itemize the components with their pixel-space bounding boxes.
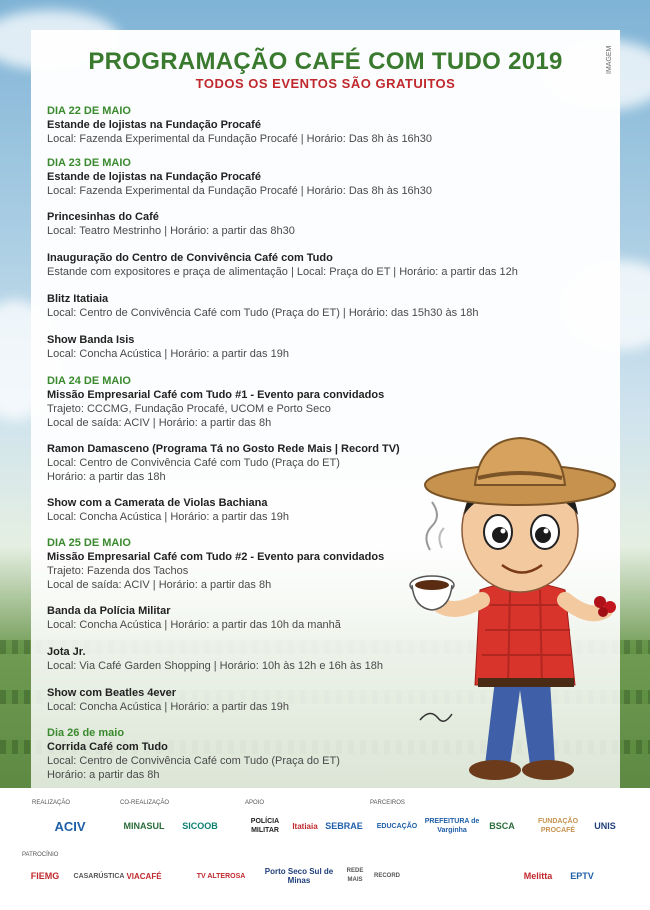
event-day: DIA 22 DE MAIO — [47, 105, 131, 117]
event-item — [47, 374, 607, 430]
event-item — [47, 292, 607, 320]
page-subtitle: TODOS OS EVENTOS SÃO GRATUITOS — [195, 76, 456, 91]
logo-melitta: Melitta — [523, 870, 553, 881]
event-day: DIA 23 DE MAIO — [47, 157, 131, 169]
event-name: Princesinhas do Café — [47, 211, 159, 223]
logo-sebrae: SEBRAE — [325, 820, 363, 831]
label-parceiros: PARCEIROS — [370, 800, 405, 806]
event-detail: Local: Centro de Convivência Café com Tudo (Praça do ET) — [47, 755, 340, 767]
logo-eptv: EPTV — [570, 870, 594, 881]
event-name: Missão Empresarial Café com Tudo #1 - Evento para convidados — [47, 389, 385, 401]
label-apoio: APOIO — [245, 800, 265, 806]
logo-itatiaia: Itatiaia — [292, 821, 318, 831]
event-item — [47, 156, 607, 198]
event-name: Corrida Café com Tudo — [47, 741, 168, 753]
logo-porto-seco: Porto Seco Sul de Minas — [264, 867, 334, 885]
page-title: PROGRAMAÇÃO CAFÉ COM TUDO 2019 — [88, 48, 563, 75]
event-name: Show com Beatles 4ever — [47, 687, 177, 699]
logo-prefeitura-varginha: PREFEITURA de Varginha — [424, 818, 480, 834]
event-item — [47, 251, 607, 279]
label-corealizacao: CO-REALIZAÇÃO — [120, 800, 170, 806]
event-name: Jota Jr. — [47, 646, 86, 658]
logo-casarustica: CASARÚSTICA — [73, 872, 125, 880]
event-name: Show Banda Isis — [47, 334, 135, 346]
event-detail: Local de saída: ACIV | Horário: a partir das 8h — [47, 417, 272, 429]
logo-policia-militar: POLÍCIA MILITAR — [250, 818, 280, 834]
sponsors-footer — [0, 788, 650, 910]
event-name: Banda da Polícia Militar — [47, 605, 171, 617]
logo-bsca: BSCA — [489, 820, 515, 831]
event-item — [47, 104, 607, 146]
event-name: Estande de lojistas na Fundação Procafé — [47, 119, 261, 131]
logo-aciv: ACIV — [54, 818, 86, 834]
event-detail: Local: Via Café Garden Shopping | Horário: 10h às 12h e 16h às 18h — [47, 660, 383, 672]
event-detail: Trajeto: CCCMG, Fundação Procafé, UCOM e Porto Seco — [47, 403, 331, 415]
event-detail: Local: Centro de Convivência Café com Tudo (Praça do ET) | Horário: das 15h30 às 18h — [47, 307, 479, 319]
event-detail: Horário: a partir das 18h — [47, 471, 166, 483]
event-name: Missão Empresarial Café com Tudo #2 - Evento para convidados — [47, 551, 385, 563]
event-item — [47, 333, 607, 361]
event-day: Dia 26 de maio — [47, 727, 125, 739]
event-detail: Local: Centro de Convivência Café com Tudo (Praça do ET) — [47, 457, 340, 469]
label-realizacao: REALIZAÇÃO — [32, 800, 71, 806]
imagem-tag: IMAGEM — [606, 45, 613, 74]
event-name: Ramon Damasceno (Programa Tá no Gosto Rede Mais | Record TV) — [47, 443, 400, 455]
event-detail: Horário: a partir das 8h — [47, 769, 160, 781]
event-detail: Local: Teatro Mestrinho | Horário: a partir das 8h30 — [47, 225, 295, 237]
label-patrocinio: PATROCÍNIO — [22, 852, 59, 858]
event-detail: Local: Concha Acústica | Horário: a partir das 19h — [47, 348, 289, 360]
logo-rede-mais: REDE MAIS — [346, 868, 364, 883]
event-detail: Local de saída: ACIV | Horário: a partir das 8h — [47, 579, 272, 591]
event-day: DIA 24 DE MAIO — [47, 375, 131, 387]
logo-sicoob: SICOOB — [182, 820, 218, 831]
event-detail: Local: Fazenda Experimental da Fundação Procafé | Horário: Das 8h às 16h30 — [47, 133, 433, 145]
event-detail: Local: Concha Acústica | Horário: a partir das 19h — [47, 701, 289, 713]
logo-fiemg: FIEMG — [30, 870, 60, 881]
logo-unis: UNIS — [594, 820, 616, 831]
event-day: DIA 25 DE MAIO — [47, 537, 131, 549]
event-detail: Trajeto: Fazenda dos Tachos — [47, 565, 189, 577]
event-detail: Local: Fazenda Experimental da Fundação Procafé | Horário: Das 8h às 16h30 — [47, 185, 433, 197]
logo-viacafe: VIACAFÉ — [126, 871, 162, 881]
event-detail: Local: Concha Acústica | Horário: a partir das 19h — [47, 511, 289, 523]
event-name: Inauguração do Centro de Convivência Café com Tudo — [47, 252, 333, 264]
logo-record: RECORD — [373, 872, 400, 879]
event-name: Show com a Camerata de Violas Bachiana — [47, 497, 268, 509]
event-detail: Estande com expositores e praça de alimentação | Local: Praça do ET | Horário: a partir das 12h — [47, 266, 518, 278]
event-name: Blitz Itatiaia — [47, 293, 109, 305]
logo-minasul: MINASUL — [123, 820, 165, 831]
event-detail: Local: Concha Acústica | Horário: a partir das 10h da manhã — [47, 619, 341, 631]
event-name: Estande de lojistas na Fundação Procafé — [47, 171, 261, 183]
event-item — [47, 210, 607, 238]
coffee-farmer-mascot-illustration — [400, 430, 640, 790]
logo-tv-alterosa: TV ALTEROSA — [196, 872, 246, 880]
logo-fundacao-procafe: FUNDAÇÃO PROCAFÉ — [537, 818, 579, 834]
logo-educacao: EDUCAÇÃO — [376, 822, 418, 830]
